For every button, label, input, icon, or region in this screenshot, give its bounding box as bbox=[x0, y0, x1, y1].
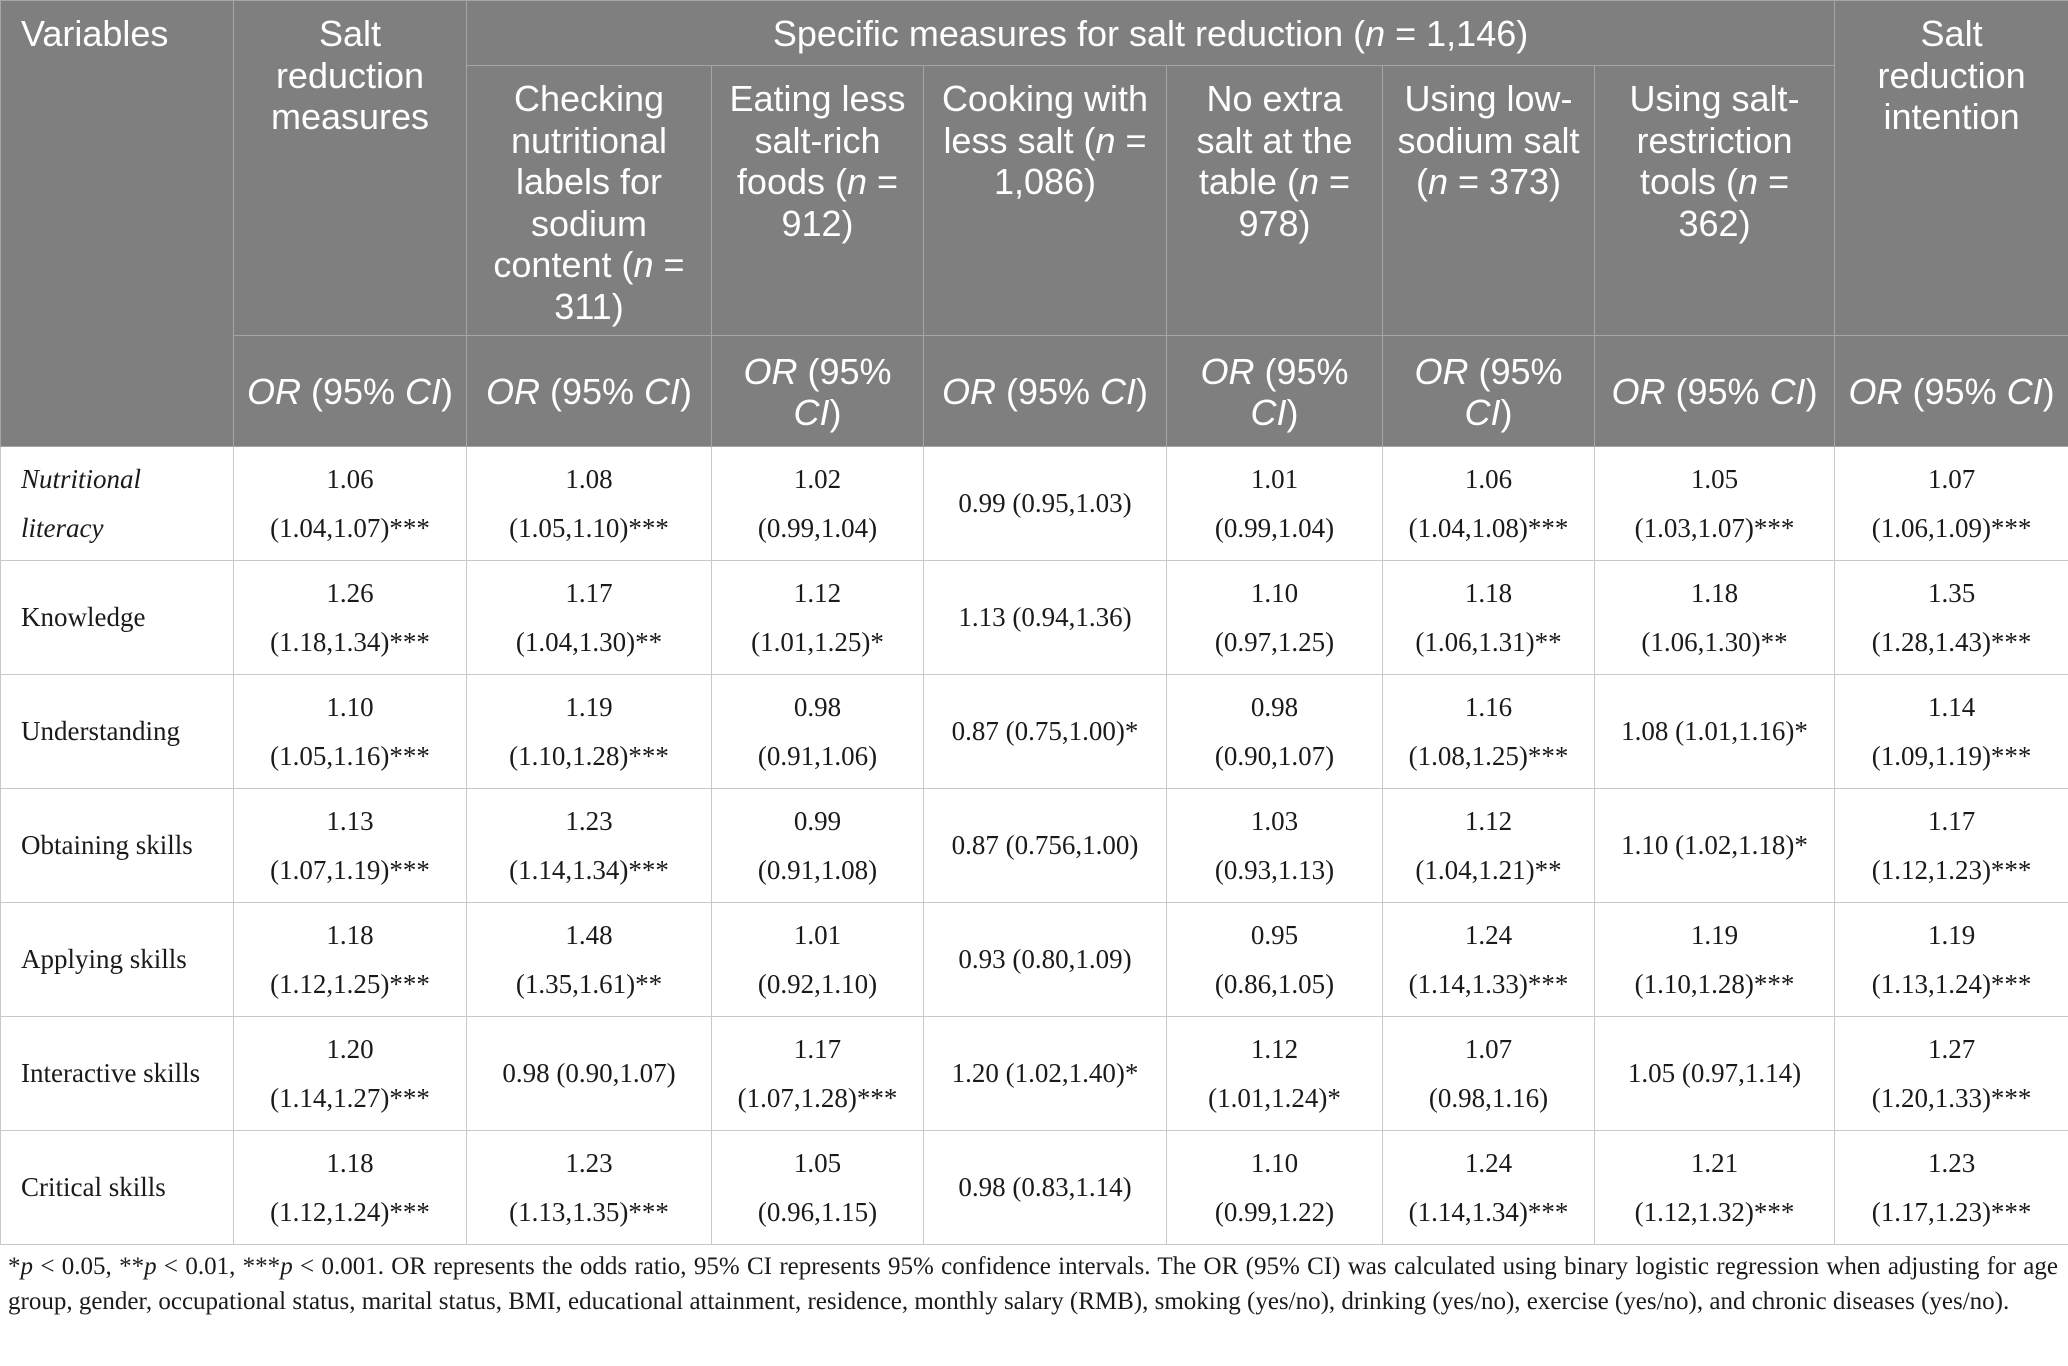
or-value: 1.10 bbox=[1250, 577, 1299, 608]
or-cell bbox=[1383, 447, 1595, 561]
or-value: 1.05 (0.97,1.14) bbox=[1627, 1058, 1802, 1088]
ci-value: (0.98,1.16) bbox=[1428, 1082, 1549, 1113]
or-value: 1.19 bbox=[1690, 919, 1739, 950]
or-end: ) bbox=[441, 371, 454, 413]
or-cell bbox=[1167, 675, 1383, 789]
ci-value: (1.01,1.25)* bbox=[751, 626, 884, 657]
specific-measures-suffix: = 1,146) bbox=[1385, 13, 1529, 54]
or-cell bbox=[712, 675, 924, 789]
ci-value: (1.12,1.32)*** bbox=[1634, 1196, 1795, 1227]
ci-label: CI bbox=[1250, 392, 1287, 433]
ci-value: (0.86,1.05) bbox=[1214, 968, 1335, 999]
measure-n-prefix: ( bbox=[1287, 161, 1300, 202]
measure-label: Using low-sodium salt bbox=[1397, 78, 1580, 161]
ci-value: (0.93,1.13) bbox=[1214, 854, 1335, 885]
or-value: 1.02 bbox=[793, 463, 842, 494]
ci-label: CI bbox=[405, 371, 442, 413]
ci-value: (0.92,1.10) bbox=[757, 968, 878, 999]
or-cell bbox=[1383, 1017, 1595, 1131]
measure-n-value: = 912) bbox=[781, 161, 899, 244]
ci-value: (1.05,1.10)*** bbox=[509, 512, 669, 543]
or-label: OR bbox=[246, 371, 301, 413]
measure-n-prefix: ( bbox=[1083, 119, 1096, 161]
variable-line: Interactive skills bbox=[21, 1058, 201, 1088]
variable-line: Applying skills bbox=[21, 944, 187, 974]
table-row bbox=[1, 1017, 2068, 1131]
ci-value: (1.06,1.30)** bbox=[1641, 626, 1788, 657]
or-value: 1.19 bbox=[1927, 919, 1976, 950]
subheader-measure-1 bbox=[467, 66, 712, 336]
ci-value: (1.28,1.43)*** bbox=[1871, 626, 2032, 657]
or-middle: (95% bbox=[300, 371, 406, 413]
or-value: 1.12 bbox=[1250, 1033, 1299, 1064]
or-value: 1.18 bbox=[1690, 577, 1739, 608]
ci-value: (1.10,1.28)*** bbox=[509, 740, 669, 771]
measure-n: n bbox=[633, 244, 654, 285]
or-value: 1.03 bbox=[1250, 805, 1299, 836]
or-cell bbox=[1167, 789, 1383, 903]
or-cell bbox=[1835, 903, 2068, 1017]
or-cell bbox=[1835, 447, 2068, 561]
or-value: 0.98 (0.90,1.07) bbox=[502, 1058, 676, 1088]
or-label: OR bbox=[941, 371, 996, 413]
measure-n: n bbox=[1095, 119, 1116, 161]
or-value: 1.20 bbox=[326, 1033, 374, 1064]
ci-value: (1.14,1.34)*** bbox=[1408, 1196, 1569, 1227]
ci-value: (1.12,1.23)*** bbox=[1871, 854, 2032, 885]
or-value: 1.23 bbox=[1927, 1147, 1976, 1178]
or-value: 1.27 bbox=[1927, 1033, 1976, 1064]
or-cell bbox=[467, 561, 712, 675]
measure-label: Checking nutritional labels for sodium content bbox=[493, 78, 668, 285]
or-value: 1.06 bbox=[326, 463, 374, 494]
or-cell bbox=[924, 903, 1167, 1017]
variable-line: Knowledge bbox=[21, 602, 146, 632]
footnote-p: p bbox=[280, 1253, 293, 1280]
measure-n: n bbox=[1299, 161, 1320, 202]
or-cell bbox=[467, 903, 712, 1017]
ci-value: (1.04,1.21)** bbox=[1415, 854, 1562, 885]
ci-value: (1.04,1.30)** bbox=[515, 626, 663, 657]
or-cell bbox=[924, 561, 1167, 675]
or-value: 0.98 (0.83,1.14) bbox=[958, 1172, 1132, 1202]
or-cell bbox=[712, 1017, 924, 1131]
subheader-measure-2 bbox=[712, 66, 924, 336]
or-cell bbox=[467, 675, 712, 789]
variable-name bbox=[1, 1131, 234, 1245]
or-value: 1.12 bbox=[793, 577, 842, 608]
or-label: OR bbox=[1611, 371, 1666, 413]
or-ci-header bbox=[467, 336, 712, 447]
ci-value: (1.12,1.25)*** bbox=[270, 968, 430, 999]
measure-n: n bbox=[1427, 161, 1448, 202]
or-label: OR bbox=[1200, 350, 1255, 392]
table-header bbox=[1, 1, 2068, 447]
specific-measures-prefix: Specific measures for salt reduction ( bbox=[772, 13, 1366, 54]
ci-value: (1.12,1.24)*** bbox=[270, 1196, 430, 1227]
ci-value: (1.10,1.28)*** bbox=[1634, 968, 1795, 999]
table-row bbox=[1, 561, 2068, 675]
ci-value: (1.07,1.19)*** bbox=[270, 854, 430, 885]
or-value: 1.08 bbox=[565, 463, 613, 494]
or-cell bbox=[712, 1131, 924, 1245]
or-cell bbox=[1167, 903, 1383, 1017]
ci-value: (0.99,1.04) bbox=[1214, 512, 1335, 543]
table-row bbox=[1, 675, 2068, 789]
ci-value: (0.99,1.04) bbox=[757, 512, 878, 543]
ci-value: (1.03,1.07)*** bbox=[1634, 512, 1795, 543]
or-middle: (95% bbox=[1254, 350, 1349, 392]
ci-value: (1.05,1.16)*** bbox=[270, 740, 430, 771]
or-cell bbox=[234, 1131, 467, 1245]
or-cell bbox=[712, 903, 924, 1017]
or-value: 1.17 bbox=[793, 1033, 842, 1064]
ci-value: (1.04,1.08)*** bbox=[1408, 512, 1569, 543]
ci-label: CI bbox=[793, 392, 830, 433]
measure-n: n bbox=[847, 161, 868, 202]
or-end: ) bbox=[680, 371, 693, 413]
footnote-p: p bbox=[144, 1253, 157, 1280]
or-cell bbox=[1595, 1131, 1835, 1245]
or-end: ) bbox=[2042, 371, 2055, 413]
or-value: 0.87 (0.756,1.00) bbox=[951, 830, 1139, 860]
or-value: 1.21 bbox=[1690, 1147, 1739, 1178]
table-row bbox=[1, 1131, 2068, 1245]
or-cell bbox=[234, 447, 467, 561]
or-value: 0.99 bbox=[793, 805, 842, 836]
footnote-text: < 0.01, *** bbox=[156, 1253, 281, 1280]
measure-label: Eating less salt-rich foods bbox=[729, 78, 906, 202]
or-cell bbox=[712, 561, 924, 675]
ci-value: (0.91,1.08) bbox=[757, 854, 878, 885]
header-salt-reduction-measures: Salt reduction measures bbox=[234, 1, 467, 336]
or-cell bbox=[1167, 447, 1383, 561]
or-value: 1.10 bbox=[1250, 1147, 1299, 1178]
variable-name bbox=[1, 789, 234, 903]
or-end: ) bbox=[1500, 392, 1513, 433]
or-end: ) bbox=[1286, 392, 1299, 433]
or-value: 1.24 bbox=[1464, 919, 1513, 950]
ci-value: (1.14,1.33)*** bbox=[1408, 968, 1569, 999]
ci-value: (1.01,1.24)* bbox=[1208, 1082, 1341, 1113]
or-label: OR bbox=[1848, 371, 1903, 413]
or-end: ) bbox=[829, 392, 842, 433]
or-value: 1.23 bbox=[565, 1147, 613, 1178]
or-label: OR bbox=[743, 350, 798, 392]
or-cell bbox=[1167, 1131, 1383, 1245]
footnote-text: < 0.05, ** bbox=[33, 1253, 145, 1280]
measure-n-prefix: ( bbox=[1726, 161, 1739, 202]
or-cell bbox=[234, 789, 467, 903]
or-value: 1.23 bbox=[565, 805, 613, 836]
table-row bbox=[1, 447, 2068, 561]
or-value: 1.07 bbox=[1464, 1033, 1513, 1064]
variable-line: Obtaining skills bbox=[21, 830, 193, 860]
or-value: 1.16 bbox=[1464, 691, 1513, 722]
table-row bbox=[1, 903, 2068, 1017]
or-middle: (95% bbox=[797, 350, 892, 392]
variable-name bbox=[1, 903, 234, 1017]
measure-n-prefix: ( bbox=[835, 161, 848, 202]
ci-label: CI bbox=[1464, 392, 1501, 433]
or-ci-header bbox=[1595, 336, 1835, 447]
ci-value: (0.99,1.22) bbox=[1214, 1196, 1335, 1227]
subheader-measure-4 bbox=[1167, 66, 1383, 336]
ci-value: (1.04,1.07)*** bbox=[270, 512, 430, 543]
ci-label: CI bbox=[2006, 371, 2043, 413]
measure-label: No extra salt at the table bbox=[1196, 78, 1353, 202]
or-cell bbox=[712, 789, 924, 903]
subheader-measure-6 bbox=[1595, 66, 1835, 336]
or-value: 1.18 bbox=[326, 919, 374, 950]
or-value: 1.20 (1.02,1.40)* bbox=[951, 1058, 1139, 1088]
ci-value: (0.91,1.06) bbox=[757, 740, 878, 771]
or-cell bbox=[467, 1131, 712, 1245]
variable-name bbox=[1, 1017, 234, 1131]
or-cell bbox=[924, 789, 1167, 903]
measure-n-value: = 362) bbox=[1678, 161, 1790, 244]
or-cell bbox=[1383, 675, 1595, 789]
or-middle: (95% bbox=[1665, 371, 1770, 413]
measure-n: n bbox=[1738, 161, 1759, 202]
measure-n-value: = 1,086) bbox=[993, 119, 1147, 202]
measure-n-value: = 373) bbox=[1447, 161, 1562, 202]
or-cell bbox=[1595, 903, 1835, 1017]
measure-n-value: = 978) bbox=[1238, 161, 1351, 244]
ci-value: (1.18,1.34)*** bbox=[270, 626, 430, 657]
ci-value: (1.07,1.28)*** bbox=[737, 1082, 898, 1113]
variable-line: Understanding bbox=[21, 716, 180, 746]
or-value: 0.87 (0.75,1.00)* bbox=[951, 716, 1139, 746]
or-value: 1.12 bbox=[1464, 805, 1513, 836]
or-cell bbox=[1835, 675, 2068, 789]
or-value: 1.06 bbox=[1464, 463, 1513, 494]
specific-measures-n: n bbox=[1365, 13, 1386, 54]
subheader-measure-3 bbox=[924, 66, 1167, 336]
or-cell bbox=[1595, 675, 1835, 789]
or-value: 0.93 (0.80,1.09) bbox=[958, 944, 1132, 974]
or-cell bbox=[1383, 903, 1595, 1017]
variable-line: literacy bbox=[21, 512, 104, 543]
or-value: 1.01 bbox=[1250, 463, 1299, 494]
or-ci-header bbox=[1835, 336, 2068, 447]
or-cell bbox=[712, 447, 924, 561]
or-value: 1.10 bbox=[326, 691, 374, 722]
or-value: 0.99 (0.95,1.03) bbox=[958, 488, 1132, 518]
or-cell bbox=[924, 675, 1167, 789]
or-value: 1.17 bbox=[565, 577, 613, 608]
or-value: 1.10 (1.02,1.18)* bbox=[1621, 830, 1808, 860]
measure-n-prefix: ( bbox=[621, 244, 634, 285]
or-value: 1.17 bbox=[1927, 805, 1976, 836]
table-footnote bbox=[8, 1249, 2058, 1319]
or-cell bbox=[467, 789, 712, 903]
ci-value: (1.06,1.09)*** bbox=[1871, 512, 2032, 543]
ci-label: CI bbox=[1100, 371, 1137, 413]
or-cell bbox=[1383, 561, 1595, 675]
or-middle: (95% bbox=[995, 371, 1101, 413]
ci-value: (1.14,1.27)*** bbox=[270, 1082, 430, 1113]
or-ci-header bbox=[712, 336, 924, 447]
ci-value: (1.08,1.25)*** bbox=[1408, 740, 1569, 771]
header-specific-measures bbox=[467, 1, 1835, 66]
or-value: 1.07 bbox=[1927, 463, 1976, 494]
or-value: 1.14 bbox=[1927, 691, 1976, 722]
ci-value: (1.35,1.61)** bbox=[515, 968, 663, 999]
measure-label: Using salt-restriction tools bbox=[1629, 78, 1800, 202]
or-cell bbox=[1167, 561, 1383, 675]
or-cell bbox=[1835, 561, 2068, 675]
footnote-text: < 0.001. OR represents the odds ratio, 95% CI represents 95% confidence intervals. The OR (95% CI) was calculated using binary logistic regression when adjusting for age group, gender, occupational status, marital status, BMI, educational attainment, residence, monthly salary (RMB), smoking (yes/no), drinking (yes/no), exercise (yes/no), and chronic diseases (yes/no). bbox=[8, 1253, 2058, 1315]
variable-line: Nutritional bbox=[21, 463, 142, 494]
or-cell bbox=[234, 1017, 467, 1131]
or-cell bbox=[234, 903, 467, 1017]
or-ci-header bbox=[234, 336, 467, 447]
or-value: 1.18 bbox=[1464, 577, 1513, 608]
or-cell bbox=[234, 675, 467, 789]
measure-label: Cooking with less salt bbox=[941, 78, 1149, 161]
or-label: OR bbox=[1414, 350, 1469, 392]
or-cell bbox=[924, 1017, 1167, 1131]
variable-name bbox=[1, 675, 234, 789]
or-cell bbox=[1835, 1017, 2068, 1131]
or-ci-header bbox=[924, 336, 1167, 447]
or-value: 0.98 bbox=[1250, 691, 1299, 722]
ci-value: (0.96,1.15) bbox=[757, 1196, 878, 1227]
subheader-measure-5 bbox=[1383, 66, 1595, 336]
ci-value: (1.20,1.33)*** bbox=[1871, 1082, 2032, 1113]
or-value: 1.01 bbox=[793, 919, 842, 950]
ci-value: (1.14,1.34)*** bbox=[509, 854, 669, 885]
or-cell bbox=[467, 447, 712, 561]
or-value: 1.24 bbox=[1464, 1147, 1513, 1178]
measure-n-value: = 311) bbox=[554, 244, 685, 327]
or-ci-row bbox=[1, 336, 2068, 447]
or-middle: (95% bbox=[539, 371, 645, 413]
variable-name bbox=[1, 561, 234, 675]
or-cell bbox=[924, 447, 1167, 561]
or-cell bbox=[1595, 789, 1835, 903]
or-value: 1.48 bbox=[565, 919, 613, 950]
or-end: ) bbox=[1136, 371, 1149, 413]
ci-value: (1.17,1.23)*** bbox=[1871, 1196, 2032, 1227]
or-end: ) bbox=[1805, 371, 1818, 413]
or-value: 1.05 bbox=[1690, 463, 1739, 494]
or-cell bbox=[1167, 1017, 1383, 1131]
or-label: OR bbox=[485, 371, 540, 413]
header-salt-reduction-intention: Salt reduction intention bbox=[1835, 1, 2068, 336]
footnote-star: * bbox=[8, 1253, 21, 1280]
or-cell bbox=[1595, 561, 1835, 675]
ci-label: CI bbox=[644, 371, 681, 413]
or-value: 1.05 bbox=[793, 1147, 842, 1178]
or-cell bbox=[1595, 447, 1835, 561]
or-cell bbox=[924, 1131, 1167, 1245]
or-cell bbox=[467, 1017, 712, 1131]
or-cell bbox=[1835, 789, 2068, 903]
header-variables: Variables bbox=[1, 1, 234, 447]
ci-label: CI bbox=[1769, 371, 1806, 413]
measure-n-prefix: ( bbox=[1415, 161, 1428, 202]
or-value: 1.18 bbox=[326, 1147, 374, 1178]
variable-line: Critical skills bbox=[21, 1172, 166, 1202]
footnote-p: p bbox=[20, 1253, 33, 1280]
table-row bbox=[1, 789, 2068, 903]
ci-value: (1.06,1.31)** bbox=[1415, 626, 1562, 657]
ci-value: (0.97,1.25) bbox=[1214, 626, 1335, 657]
or-cell bbox=[234, 561, 467, 675]
ci-value: (1.09,1.19)*** bbox=[1871, 740, 2032, 771]
or-value: 1.35 bbox=[1927, 577, 1976, 608]
or-cell bbox=[1595, 1017, 1835, 1131]
or-value: 1.26 bbox=[326, 577, 374, 608]
or-cell bbox=[1835, 1131, 2068, 1245]
table-body bbox=[1, 447, 2068, 1245]
variable-name bbox=[1, 447, 234, 561]
or-cell bbox=[1383, 1131, 1595, 1245]
or-value: 0.98 bbox=[793, 691, 842, 722]
ci-value: (1.13,1.35)*** bbox=[509, 1196, 669, 1227]
or-middle: (95% bbox=[1468, 350, 1563, 392]
or-value: 1.08 (1.01,1.16)* bbox=[1621, 716, 1808, 746]
or-value: 1.13 (0.94,1.36) bbox=[958, 602, 1132, 632]
or-value: 1.19 bbox=[565, 691, 613, 722]
ci-value: (0.90,1.07) bbox=[1214, 740, 1335, 771]
or-middle: (95% bbox=[1902, 371, 2007, 413]
or-value: 0.95 bbox=[1250, 919, 1299, 950]
or-ci-header bbox=[1167, 336, 1383, 447]
or-cell bbox=[1383, 789, 1595, 903]
or-value: 1.13 bbox=[326, 805, 374, 836]
or-ci-header bbox=[1383, 336, 1595, 447]
ci-value: (1.13,1.24)*** bbox=[1871, 968, 2032, 999]
